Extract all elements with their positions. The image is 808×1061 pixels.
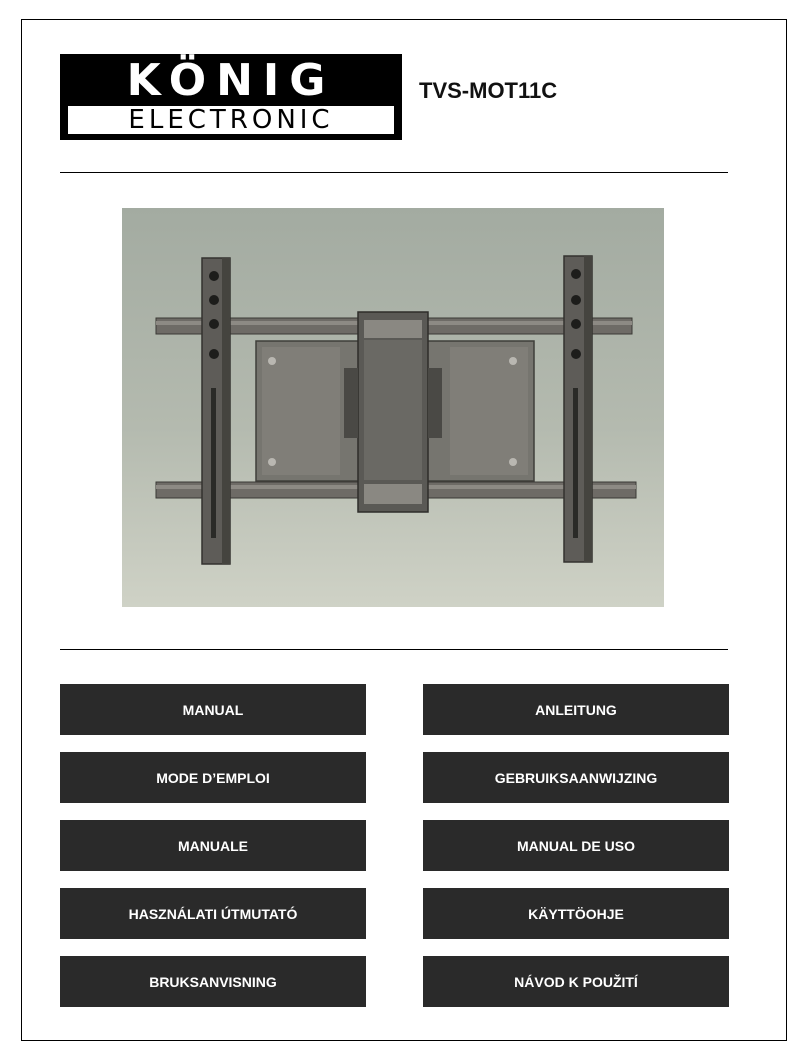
manual-button-italian[interactable]: MANUALE [60, 820, 366, 871]
manual-button-german[interactable]: ANLEITUNG [423, 684, 729, 735]
manual-button-finnish[interactable]: KÄYTTÖOHJE [423, 888, 729, 939]
manual-button-french[interactable]: MODE D’EMPLOI [60, 752, 366, 803]
konig-electronic-logo [60, 54, 402, 140]
manual-button-dutch[interactable]: GEBRUIKSAANWIJZING [423, 752, 729, 803]
manual-button-swedish[interactable]: BRUKSANVISNING [60, 956, 366, 1007]
manual-button-hungarian[interactable]: HASZNÁLATI ÚTMUTATÓ [60, 888, 366, 939]
logo-wordmark-konig: KÖNIG [126, 55, 336, 106]
product-photo [122, 208, 664, 607]
model-number: TVS-MOT11C [419, 78, 558, 103]
logo-wordmark-electronic: ELECTRONIC [68, 106, 394, 134]
manual-button-english[interactable]: MANUAL [60, 684, 366, 735]
manual-button-czech[interactable]: NÁVOD K POUŽITÍ [423, 956, 729, 1007]
manual-button-spanish[interactable]: MANUAL DE USO [423, 820, 729, 871]
top-divider [60, 172, 728, 173]
bottom-divider [60, 649, 728, 650]
tv-wall-mount-illustration [122, 208, 664, 607]
